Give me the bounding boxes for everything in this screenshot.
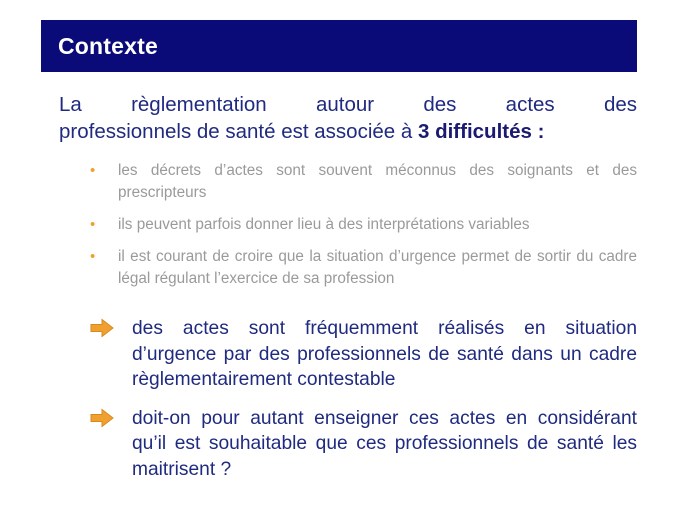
intro-emphasis: 3 difficultés : [417,120,545,143]
conclusion-list [90,316,637,495]
right-arrow-icon [90,408,114,428]
title-bar [41,20,637,72]
list-item-text: ils peuvent parfois donner lieu à des interprétations variables [118,216,530,233]
list-item [90,214,637,236]
list-item-text: doit-on pour autant enseigner ces actes en considérant qu’il est souhaitable que ces professionnels de santé les maitrisent ? [132,407,637,480]
list-item [90,316,637,393]
round-bullet-icon: • [90,162,96,179]
list-item [90,160,637,204]
list-item [90,246,637,290]
difficulty-list [90,160,637,300]
round-bullet-icon: • [90,216,96,233]
slide-title: Contexte [58,32,159,59]
list-item-text: des actes sont fréquemment réalisés en situation d’urgence par des professionnels de santé dans un cadre règlementairement contestable [132,318,637,390]
intro-line-2-text: professionnels de santé est associée à [59,120,418,143]
round-bullet-icon: • [90,248,96,265]
list-item [90,406,637,483]
intro-line-2 [59,120,544,143]
list-item-text: les décrets d’actes sont souvent méconnus des soignants et des prescripteurs [118,162,637,201]
right-arrow-icon [90,318,114,338]
intro-paragraph [59,91,637,145]
intro-line-1: La règlementation autour des actes des [59,93,637,116]
list-item-text: il est courant de croire que la situation d’urgence permet de sortir du cadre légal régulant l’exercice de sa profession [118,248,637,287]
